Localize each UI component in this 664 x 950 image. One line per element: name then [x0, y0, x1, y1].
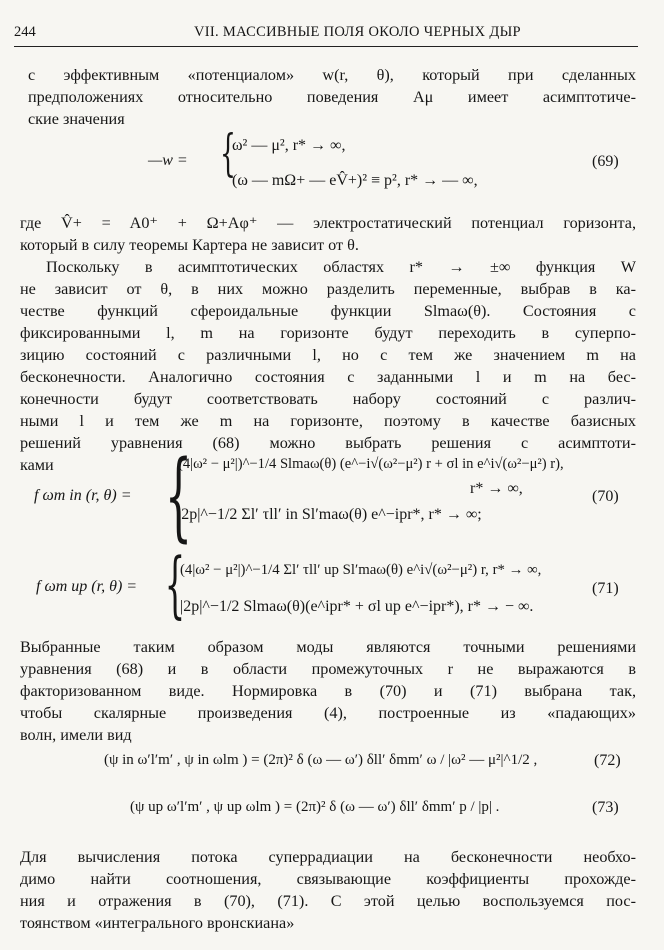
text-line: не зависит от θ, в них можно разделить переменные, выбрав в ка- [20, 280, 636, 298]
text-line: где V̂+ = A0⁺ + Ω+Aφ⁺ — электростатический потенциал горизонта, [20, 214, 636, 232]
text-line: волн, имели вид [20, 726, 132, 744]
text-line: решений уравнения (68) можно выбрать решения с асимптоти- [20, 434, 636, 452]
text-line: тоянством «интегрального вронскиана» [20, 914, 295, 932]
text-line: конечности будут соответствовать набору состояний с различ- [20, 390, 636, 408]
eq70-lhs: f ωm in (r, θ) = [34, 487, 132, 504]
eq70-number: (70) [592, 488, 619, 505]
text-line: ками [20, 456, 54, 474]
text-line: ния и отражения в (70), (71). С этой целью воспользуемся пос- [20, 892, 636, 910]
eq69-row2: (ω — mΩ+ — eV̂+)² ≡ p², r* → — ∞, [232, 172, 478, 189]
text-line: Для вычисления потока суперрадиации на бесконечности необхо- [20, 848, 636, 866]
text-line: факторизованном виде. Нормировка в (70) и (71) выбрана так, [20, 682, 636, 700]
eq70-brace: { [164, 440, 193, 552]
eq73-number: (73) [592, 799, 619, 816]
eq71-number: (71) [592, 580, 619, 597]
text-line: зицию состояний с различными l, но с тем же значением m на [20, 346, 636, 364]
eq69-lhs: —w = [148, 152, 188, 169]
text-line: предположениях относительно поведения Aμ имеет асимптотиче- [28, 88, 636, 106]
text-line: ские значения [28, 110, 125, 128]
text-line: уравнения (68) и в области промежуточных r не выражаются в [20, 660, 636, 678]
text-line: Выбранные таким образом моды являются точными решениями [20, 638, 636, 656]
paragraph-1 [28, 64, 636, 130]
running-title: VII. МАССИВНЫЕ ПОЛЯ ОКОЛО ЧЕРНЫХ ДЫР [194, 24, 521, 40]
eq70-row1: (4|ω² − μ²|)^−1/4 Slmaω(θ) (e^−i√(ω²−μ²) r + σl in e^i√(ω²−μ²) r), [178, 456, 564, 472]
eq69-brace: { [219, 124, 236, 182]
text-line: димо найти соотношения, связывающие коэффициенты прохожде- [20, 870, 636, 888]
eq71-row2: |2p|^−1/2 Slmaω(θ)(e^ipr* + σl up e^−ipr*), r* → − ∞. [180, 598, 534, 615]
text-line: фиксированными l, m на горизонте будут переходить в суперпо- [20, 324, 636, 342]
eq69-row1: ω² — μ², r* → ∞, [232, 137, 346, 154]
eq70-row2: |2p|^−1/2 Σl′ τll′ in Sl′maω(θ) e^−ipr*, r* → ∞; [178, 506, 482, 523]
eq69-number: (69) [592, 153, 619, 170]
running-header [14, 24, 638, 47]
text-line: Поскольку в асимптотических областях r* → ±∞ функция W [46, 258, 636, 276]
text-line: ными l и тем же m на горизонте, поэтому в качестве базисных [20, 412, 636, 430]
text-line: чтобы скалярные произведения (4), построенные из «падающих» [20, 704, 636, 722]
eq73-body: (ψ up ω′l′m′ , ψ up ωlm ) = (2π)² δ (ω — ω′) δll′ δmm′ p / |p| . [130, 799, 500, 815]
text-line: бесконечности. Аналогично состояния с заданными l и m на бес- [20, 368, 636, 386]
eq70-row1b: r* → ∞, [470, 480, 523, 497]
page-number: 244 [14, 24, 36, 40]
eq71-lhs: f ωm up (r, θ) = [36, 578, 138, 595]
paragraph-2 [20, 212, 636, 256]
text-line: с эффективным «потенциалом» w(r, θ), который при сделанных [28, 66, 636, 84]
text-line: который в силу теоремы Картера не зависит от θ. [20, 236, 359, 254]
paragraph-4 [20, 636, 636, 746]
eq71-brace: { [164, 542, 186, 626]
eq71-row1: (4|ω² − μ²|)^−1/4 Σl′ τll′ up Sl′maω(θ) e^i√(ω²−μ²) r, r* → ∞, [180, 562, 542, 578]
paragraph-3 [20, 256, 636, 476]
text-line: честве функций сфероидальные функции Slmaω(θ). Состояния с [20, 302, 636, 320]
eq72-number: (72) [594, 752, 621, 769]
paragraph-5 [20, 846, 636, 934]
eq72-body: (ψ in ω′l′m′ , ψ in ωlm ) = (2π)² δ (ω — ω′) δll′ δmm′ ω / |ω² — μ²|^1/2 , [104, 752, 538, 768]
